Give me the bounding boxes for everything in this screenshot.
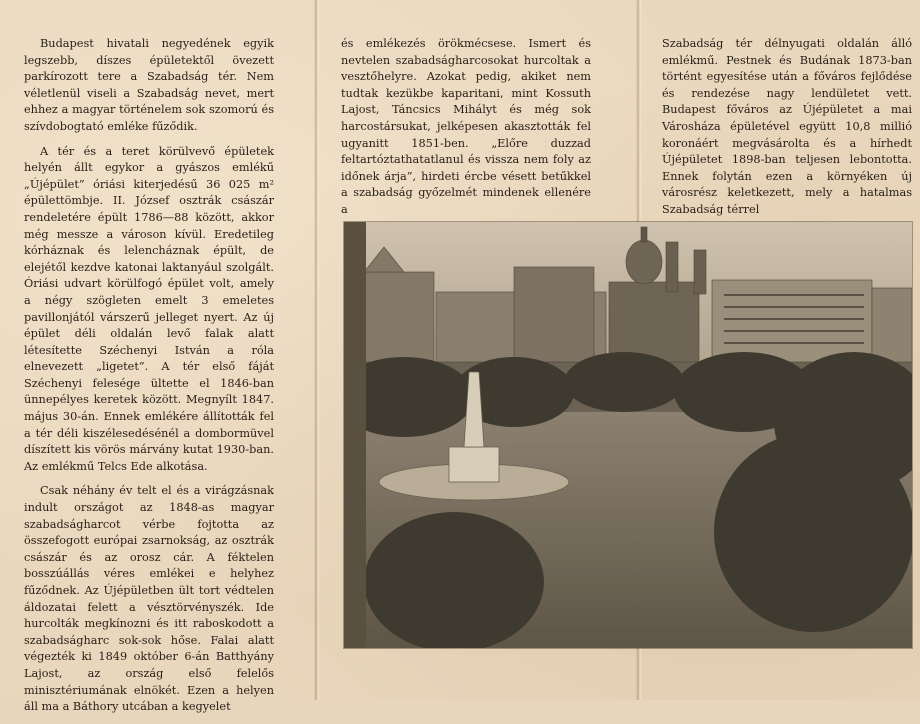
text-column-right	[662, 36, 912, 227]
paragraph: Szabadság tér délnyugati oldalán álló emlékmű. Pestnek és Budának 1873-ban történt egyesítése után a főváros fejlődése és rendezése nagy lendületet vett. Budapest főváros az Újépületet a mai Városháza épületével együtt 10,8 millió koronáért megvásárolta és a hírhedt Újépületet 1898-ban teljesen lebontotta. Ennek folytán ezen a környéken új városrész keletkezett, mely a hatalmas Szabadság térrel	[662, 37, 912, 216]
photo-illustration	[344, 222, 912, 648]
balcony	[344, 222, 366, 648]
paragraph: és emlékezés örökmécsese. Ismert és nevtelen szabadságharcosokat hurcoltak a vesztőhelyre. Azokat pedig, akiket nem tudtak kezükbe kaparitani, mint Kossuth Lajost, Táncsics Mihályt és még sok harcostársukat, jelképesen akasztották fel ugyanitt 1851-ben. „Előre duzzad feltartóztathatatlanul és vissza nem foly az időnek árja”, hirdeti ércbe vésett betűkkel a szabadság győzelmét mindenek ellenére a	[341, 37, 591, 216]
paragraph: Csak néhány év telt el és a virágzásnak indult országot az 1848-as magyar szabadságharcot vérbe fojtotta az összefogott európai zsarnokság, az osztrák császár és az orosz cár. A féktelen bosszúállás véres emlékei e helyhez fűződnek. Az Újépületben ült tort védtelen áldozatai felett a vésztörvényszék. Ide hurcolták megkínozni és itt raboskodott a szabadságharc sok-sok hőse. Falai alatt végezték ki 1849 október 6-án Batthyány Lajost, az ország első felelős minisztériumának elnökét. Ezen a helyen áll ma a Báthory utcában a kegyelet	[24, 484, 274, 714]
text-column-middle	[341, 36, 591, 227]
square-photograph	[344, 222, 912, 648]
page-fold	[314, 0, 320, 700]
paragraph: Budapest hivatali negyedének egyik legszebb, díszes épületektől övezett parkírozott tere a Szabadság tér. Nem véletlenül viseli a Szabadság nevet, mert ehhez a magyar történelem sok szomorú és szívdobogtató emléke fűződik.	[24, 37, 274, 133]
paragraph: A tér és a teret körülvevő épületek helyén állt egykor a gyászos emlékű „Újépület” óriási kiterjedésű 36 025 m² épülettömbje. II. József osztrák császár rendeletére épült 1786—88 között, akkor még messze a városon kívül. Eredetileg kórháznak és lelencháznak épült, de elejétől kezdve katonai laktanyául szolgált. Óriási udvart körülfogó épület volt, amely a négy szögleten emelt 3 emeletes pavillonjától várszerű jelleget nyert. Az új épület déli oldalán levő falak alatt létesítette Széchenyi István a róla elnevezett „ligetet”. A tér első fáját Széchenyi felesége ültette el 1846-ban ünnepélyes keretek között. Megnyílt 1847. május 30-án. Ennek emlékére állították fel a tér déli kiszélesedésénél a dombormüvel díszített kis vörös márvány kutat 1930-ban. Az emlékmű Telcs Ede alkotása.	[24, 144, 274, 473]
text-column-left	[24, 36, 274, 724]
